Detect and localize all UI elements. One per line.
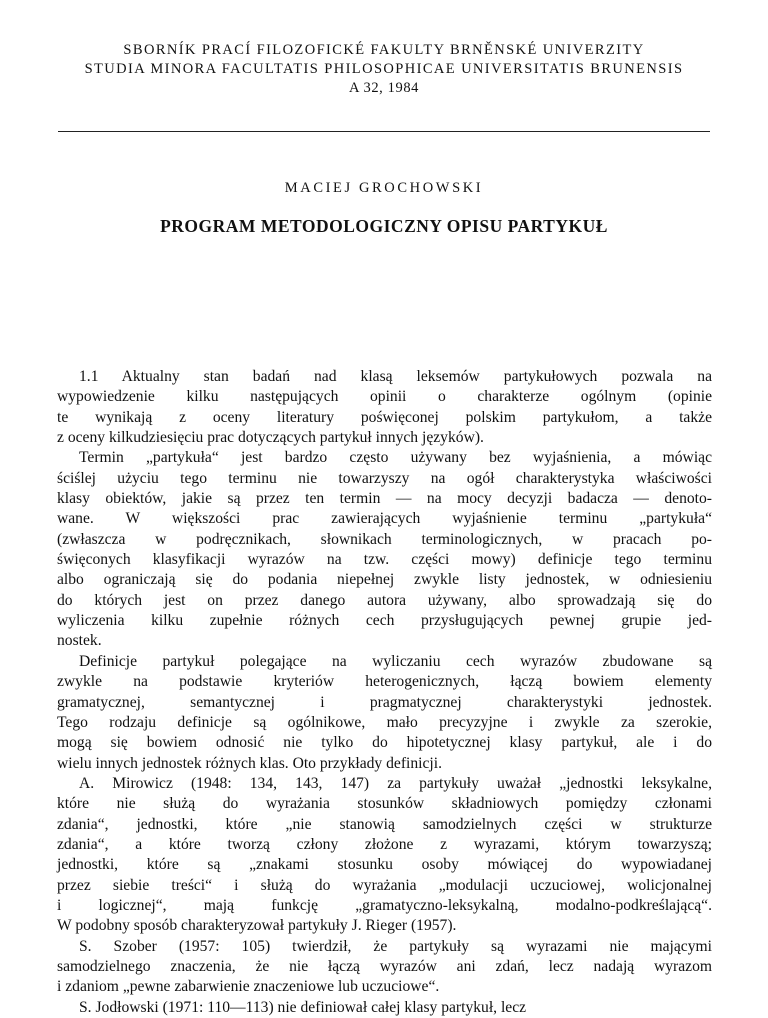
text-line: klasy obiektów, jakie są przez ten termin — na mocy decyzji badacza — denoto- — [57, 490, 712, 508]
text-line: wielu innych jednostek różnych klas. Oto przykłady definicji. — [57, 754, 442, 772]
text-line: (zwłaszcza w podręcznikach, słownikach terminologicznych, w pracach po- — [57, 530, 712, 548]
text-line: do których jest on przez danego autora używany, albo sprowadzają się do — [57, 591, 712, 609]
text-line: i zdaniom „pewne zabarwienie znaczeniowe lub uczuciowe“. — [57, 978, 440, 996]
text-line: W podobny sposób charakteryzował partykuły J. Rieger (1957). — [57, 917, 457, 935]
text-line: A. Mirowicz (1948: 134, 143, 147) za partykuły uważał „jednostki leksykalne, — [79, 774, 712, 792]
paragraph — [57, 367, 712, 448]
paragraph — [57, 448, 712, 651]
text-line: zdania“, a które tworzą człony złożone z wyrazami, którym towarzyszą; — [57, 835, 712, 853]
text-line: wyliczenia kilku zupełnie różnych cech przysługujących pewnej grupie jed- — [57, 612, 712, 630]
text-line: Definicje partykuł polegające na wyliczaniu cech wyrazów zbudowane są — [79, 652, 712, 670]
text-line: ściślej użyciu tego terminu nie towarzyszy na ogół charakterystyka właściwości — [57, 469, 712, 487]
text-line: nostek. — [57, 632, 102, 650]
series-title-czech: SBORNÍK PRACÍ FILOZOFICKÉ FAKULTY BRNĚNSKÉ UNIVERZITY — [123, 42, 645, 58]
text-line: 1.1 Aktualny stan badań nad klasą leksemów partykułowych pozwala na — [79, 368, 712, 385]
paragraph — [57, 774, 712, 937]
text-line: gramatycznej, semantycznej i pragmatycznej charakterystyki jednostek. — [57, 693, 712, 711]
text-line: albo ograniczają się do podania niepełnej zwykle listy jednostek, w odniesieniu — [57, 571, 712, 589]
article-title: PROGRAM METODOLOGICZNY OPISU PARTYKUŁ — [160, 216, 608, 236]
header-divider — [58, 131, 710, 132]
paragraph — [57, 937, 712, 998]
text-line: i logicznej“, mają funkcję „gramatyczno-leksykalną, modalno-podkreślającą“. — [57, 896, 712, 914]
text-line: te wynikają z oceny literatury poświęconej polskim partykułom, a także — [57, 408, 712, 426]
series-volume: A 32, 1984 — [348, 80, 420, 96]
paragraph — [57, 652, 712, 774]
text-line: zdania“, jednostki, które „nie stanowią samodzielnych części w strukturze — [57, 815, 712, 833]
series-title-latin: STUDIA MINORA FACULTATIS PHILOSOPHICAE UNIVERSITATIS BRUNENSIS — [84, 61, 684, 77]
text-line: samodzielnego znaczenia, że nie łączą wyrazów ani zdań, lecz nadają wyrazom — [57, 957, 712, 975]
text-line: Termin „partykuła“ jest bardzo często używany bez wyjaśnienia, a mówiąc — [79, 449, 712, 467]
text-line: S. Szober (1957: 105) twierdził, że partykuły są wyrazami nie mającymi — [79, 937, 712, 955]
text-line: jednostki, które są „znakami stosunku osoby mówiącej do wypowiadanej — [57, 856, 712, 874]
article-author: MACIEJ GROCHOWSKI — [284, 180, 484, 196]
text-line: Tego rodzaju definicje są ogólnikowe, mało precyzyjne i zwykle za szerokie, — [57, 713, 712, 731]
text-line: z oceny kilkudziesięciu prac dotyczących partykuł innych języków). — [57, 429, 484, 447]
text-line: przez siebie treści“ i służą do wyrażania „modulacji uczuciowej, wolicjonalnej — [57, 876, 712, 894]
text-line: wane. W większości prac zawierających wyjaśnienie terminu „partykuła“ — [57, 510, 712, 528]
text-line: S. Jodłowski (1971: 110—113) nie definiował całej klasy partykuł, lecz — [79, 998, 527, 1016]
text-line: wypowiedzenie kilku następujących opinii o charakterze ogólnym (opinie — [57, 388, 712, 406]
text-line: mogą się bowiem odnosić nie tylko do hipotetycznej klasy partykuł, ale i do — [57, 734, 712, 752]
text-line: które nie służą do wyrażania stosunków składniowych pomiędzy członami — [57, 795, 712, 813]
text-line: święconych klasyfikacji wyrazów na tzw. części mowy) definicje tego terminu — [57, 551, 712, 569]
text-line: zwykle na podstawie kryteriów heterogenicznych, łączą bowiem elementy — [57, 673, 712, 691]
paragraph — [57, 998, 712, 1018]
article-body — [57, 367, 712, 1018]
